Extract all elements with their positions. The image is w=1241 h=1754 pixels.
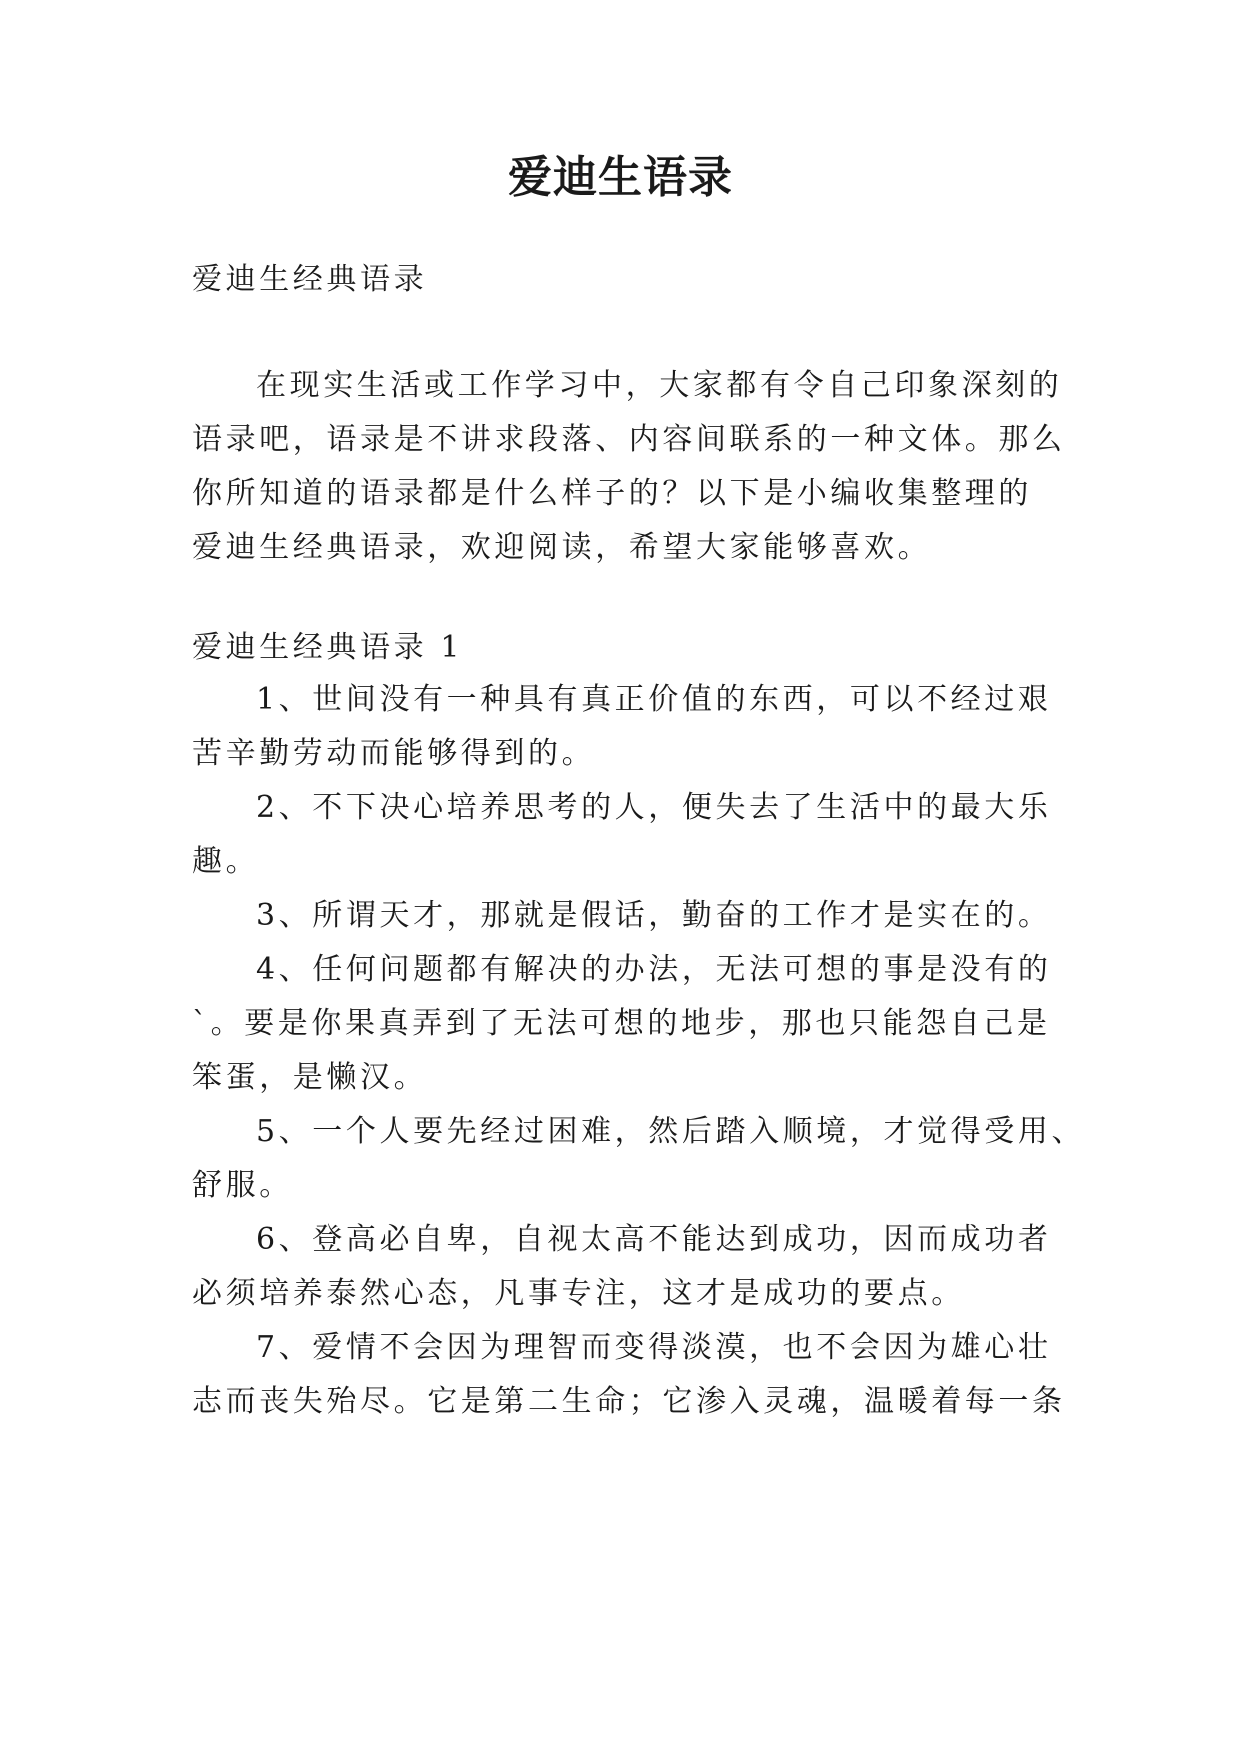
quote-line-13: 7、爱情不会因为理智而变得淡漠，也不会因为雄心壮 bbox=[256, 1330, 1052, 1365]
document-title: 爱迪生语录 bbox=[508, 152, 733, 203]
quote-line-10: 舒服。 bbox=[192, 1168, 293, 1203]
subtitle: 爱迪生经典语录 bbox=[192, 262, 428, 297]
quote-line-14: 志而丧失殆尽。它是第二生命；它渗入灵魂，温暖着每一条 bbox=[192, 1384, 1066, 1419]
intro-line-4: 爱迪生经典语录，欢迎阅读，希望大家能够喜欢。 bbox=[192, 530, 932, 565]
intro-line-2: 语录吧，语录是不讲求段落、内容间联系的一种文体。那么 bbox=[192, 422, 1066, 457]
quote-line-8: 笨蛋，是懒汉。 bbox=[192, 1060, 428, 1095]
intro-line-1: 在现实生活或工作学习中，大家都有令自己印象深刻的 bbox=[256, 368, 1063, 403]
quote-line-5: 3、所谓天才，那就是假话，勤奋的工作才是实在的。 bbox=[256, 898, 1052, 933]
quote-line-9: 5、一个人要先经过困难，然后踏入顺境，才觉得受用、 bbox=[256, 1114, 1086, 1149]
intro-line-3: 你所知道的语录都是什么样子的？以下是小编收集整理的 bbox=[192, 476, 1032, 511]
quote-line-4: 趣。 bbox=[192, 844, 260, 879]
quote-line-3: 2、不下决心培养思考的人，便失去了生活中的最大乐 bbox=[256, 790, 1052, 825]
section-heading: 爱迪生经典语录 1 bbox=[192, 630, 464, 665]
quote-line-2: 苦辛勤劳动而能够得到的。 bbox=[192, 736, 596, 771]
quote-line-12: 必须培养泰然心态，凡事专注，这才是成功的要点。 bbox=[192, 1276, 965, 1311]
quote-line-1: 1、世间没有一种具有真正价值的东西，可以不经过艰 bbox=[256, 682, 1052, 717]
quote-line-7: `。要是你果真弄到了无法可想的地步，那也只能怨自己是 bbox=[192, 1006, 1051, 1041]
quote-line-11: 6、登高必自卑，自视太高不能达到成功，因而成功者 bbox=[256, 1222, 1052, 1257]
quote-line-6: 4、任何问题都有解决的办法，无法可想的事是没有的 bbox=[256, 952, 1052, 987]
